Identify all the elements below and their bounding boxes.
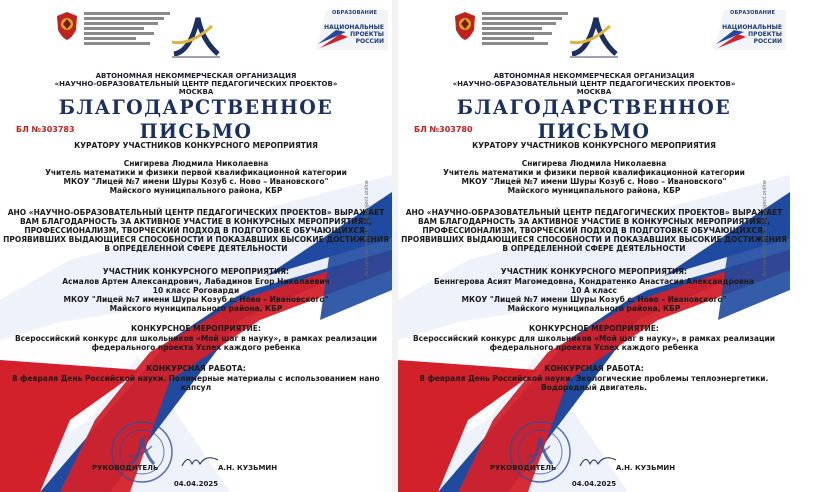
- divider: [392, 0, 398, 492]
- np-title: [720, 24, 782, 45]
- registration-number: БЛ №303780: [414, 125, 473, 134]
- event-line: Всероссийский конкурс для школьников «Мой шаг в науку», в рамках реализации: [412, 334, 776, 343]
- work-title: 8 февраля День Российской науки. Экологические проблемы теплоэнергетики.: [419, 374, 769, 383]
- np-line: РОССИИ: [355, 38, 384, 45]
- event-label: КОНКУРСНОЕ МЕРОПРИЯТИЕ:: [131, 324, 261, 333]
- org-city: МОСКВА: [576, 88, 612, 96]
- np-education-label: ОБРАЗОВАНИЕ: [332, 10, 378, 16]
- thanks-line: АНО «НАУЧНО-ОБРАЗОВАТЕЛЬНЫЙ ЦЕНТР ПЕДАГОГИЧЕСКИХ ПРОЕКТОВ» ВЫРАЖАЕТ: [7, 208, 385, 217]
- curator-school: МКОУ "Лицей №7 имени Шуры Козуб с. Ново – Ивановского": [461, 177, 727, 186]
- participant-names: Беннгерова Асият Магомедовна, Кондратенко Анастасия Александровна: [433, 277, 755, 286]
- organization-seal-icon: [110, 420, 174, 484]
- np-line: НАЦИОНАЛЬНЫЕ: [722, 24, 782, 31]
- letter-1: [0, 0, 392, 492]
- thanks-line: ПРОФЕССИОНАЛИЗМ, ТВОРЧЕСКИЙ ПОДХОД В ПОДГОТОВКЕ ОБУЧАЮЩИХСЯ,: [422, 226, 766, 235]
- org-line: АВТОНОМНАЯ НЕКОММЕРЧЕСКАЯ ОРГАНИЗАЦИЯ: [493, 72, 695, 80]
- org-header-lines: [482, 12, 572, 47]
- thanks-line: ПРОЯВИВШИХ ВЫДАЮЩИЕСЯ СПОСОБНОСТИ И ПОКАЗАВШИХ ВЫСОКИЕ ДОСТИЖЕНИЯ: [3, 235, 389, 244]
- work-label: КОНКУРСНАЯ РАБОТА:: [146, 364, 246, 373]
- work-label: КОНКУРСНАЯ РАБОТА:: [544, 364, 644, 373]
- np-line: ПРОЕКТЫ: [748, 31, 782, 38]
- addressee: КУРАТОРУ УЧАСТНИКОВ КОНКУРСНОГО МЕРОПРИЯТИЯ: [472, 141, 716, 150]
- work-title: 8 февраля День Российской науки. Полимерные материалы с использованием нано: [12, 374, 380, 383]
- curator-name: Снигирева Людмила Николаевна: [521, 159, 667, 168]
- event-label: КОНКУРСНОЕ МЕРОПРИЯТИЕ:: [529, 324, 659, 333]
- org-line: «НАУЧНО-ОБРАЗОВАТЕЛЬНЫЙ ЦЕНТР ПЕДАГОГИЧЕСКИХ ПРОЕКТОВ»: [452, 80, 736, 88]
- signature-icon: [578, 452, 618, 470]
- participant-names: Асмалов Артем Александрович, Лабадинов Егор Николаевич: [62, 277, 330, 286]
- np-line: НАЦИОНАЛЬНЫЕ: [324, 24, 384, 31]
- thanks-line: АНО «НАУЧНО-ОБРАЗОВАТЕЛЬНЫЙ ЦЕНТР ПЕДАГОГИЧЕСКИХ ПРОЕКТОВ» ВЫРАЖАЕТ: [405, 208, 783, 217]
- thanks-line: ПРОЯВИВШИХ ВЫДАЮЩИЕСЯ СПОСОБНОСТИ И ПОКАЗАВШИХ ВЫСОКИЕ ДОСТИЖЕНИЯ: [401, 235, 787, 244]
- participant-district: Майского муниципального района, КБР: [507, 304, 681, 313]
- head-label: РУКОВОДИТЕЛЬ: [92, 464, 159, 472]
- participant-school: МКОУ "Лицей №7 имени Шуры Козуб с. Ново – Ивановского": [63, 295, 329, 304]
- ministry-crest-icon: [54, 10, 80, 42]
- org-line: АВТОНОМНАЯ НЕКОММЕРЧЕСКАЯ ОРГАНИЗАЦИЯ: [95, 72, 297, 80]
- thanks-line: ПРОФЕССИОНАЛИЗМ, ТВОРЧЕСКИЙ ПОДХОД В ПОДГОТОВКЕ ОБУЧАЮЩИХСЯ,: [24, 226, 368, 235]
- participant-district: Майского муниципального района, КБР: [109, 304, 283, 313]
- organization-name: [398, 72, 790, 96]
- org-city: МОСКВА: [178, 88, 214, 96]
- copyright-note: Авторские права © prbproject.online: [364, 180, 370, 277]
- participant-label: УЧАСТНИК КОНКУРСНОГО МЕРОПРИЯТИЯ:: [500, 267, 688, 276]
- right-margin: [790, 0, 816, 492]
- ministry-crest-icon: [452, 10, 478, 42]
- registration-number: БЛ №303783: [16, 125, 75, 134]
- copyright-note: Авторские права © prbproject.online: [762, 180, 768, 277]
- thanks-line: ВАМ БЛАГОДАРНОСТЬ ЗА АКТИВНОЕ УЧАСТИЕ В КОНКУРСНЫХ МЕРОПРИЯТИЯХ,: [19, 217, 373, 226]
- issue-date: 04.04.2025: [173, 480, 219, 488]
- head-name: А.Н. КУЗЬМИН: [218, 464, 278, 472]
- event-line: Всероссийский конкурс для школьников «Мой шаг в науку», в рамках реализации: [14, 334, 378, 343]
- curator-district: Майского муниципального района, КБР: [109, 186, 283, 195]
- organization-name: [0, 72, 392, 96]
- participant-school: МКОУ "Лицей №7 имени Шуры Козуб с. Ново – Ивановского": [461, 295, 727, 304]
- np-title: [322, 24, 384, 45]
- addressee: КУРАТОРУ УЧАСТНИКОВ КОНКУРСНОГО МЕРОПРИЯТИЯ: [74, 141, 318, 150]
- work-title-cont: капсул: [180, 383, 212, 392]
- head-label: РУКОВОДИТЕЛЬ: [490, 464, 557, 472]
- event-line: федерального проекта Успех каждого ребенка: [489, 343, 699, 352]
- curator-position: Учитель математики и физики первой квалификационной категории: [45, 168, 347, 177]
- center-a-logo-icon: [168, 12, 224, 60]
- letter-title: БЛАГОДАРСТВЕННОЕ ПИСЬМО: [58, 95, 334, 143]
- participant-grade: 10 класс Роговарди: [152, 286, 240, 295]
- event-line: федерального проекта Успех каждого ребенка: [91, 343, 301, 352]
- np-education-label: ОБРАЗОВАНИЕ: [730, 10, 776, 16]
- letter-2: [398, 0, 790, 492]
- head-name: А.Н. КУЗЬМИН: [616, 464, 676, 472]
- thanks-line: В ОПРЕДЕЛЕННОЙ СФЕРЕ ДЕЯТЕЛЬНОСТИ: [502, 244, 686, 253]
- letter-title: БЛАГОДАРСТВЕННОЕ ПИСЬМО: [456, 95, 732, 143]
- org-header-lines: [84, 12, 174, 47]
- curator-school: МКОУ "Лицей №7 имени Шуры Козуб с. Ново – Ивановского": [63, 177, 329, 186]
- signature-icon: [180, 452, 220, 470]
- participant-label: УЧАСТНИК КОНКУРСНОГО МЕРОПРИЯТИЯ:: [102, 267, 290, 276]
- org-line: «НАУЧНО-ОБРАЗОВАТЕЛЬНЫЙ ЦЕНТР ПЕДАГОГИЧЕСКИХ ПРОЕКТОВ»: [54, 80, 338, 88]
- curator-position: Учитель математики и физики первой квалификационной категории: [443, 168, 745, 177]
- curator-name: Снигирева Людмила Николаевна: [123, 159, 269, 168]
- work-title-cont: Водородный двигатель.: [540, 383, 648, 392]
- center-a-logo-icon: [566, 12, 622, 60]
- np-line: РОССИИ: [753, 38, 782, 45]
- np-line: ПРОЕКТЫ: [350, 31, 384, 38]
- thanks-line: ВАМ БЛАГОДАРНОСТЬ ЗА АКТИВНОЕ УЧАСТИЕ В КОНКУРСНЫХ МЕРОПРИЯТИЯХ,: [417, 217, 771, 226]
- organization-seal-icon: [508, 420, 572, 484]
- issue-date: 04.04.2025: [571, 480, 617, 488]
- thanks-line: В ОПРЕДЕЛЕННОЙ СФЕРЕ ДЕЯТЕЛЬНОСТИ: [104, 244, 288, 253]
- curator-district: Майского муниципального района, КБР: [507, 186, 681, 195]
- participant-grade: 10 А класс: [571, 286, 617, 295]
